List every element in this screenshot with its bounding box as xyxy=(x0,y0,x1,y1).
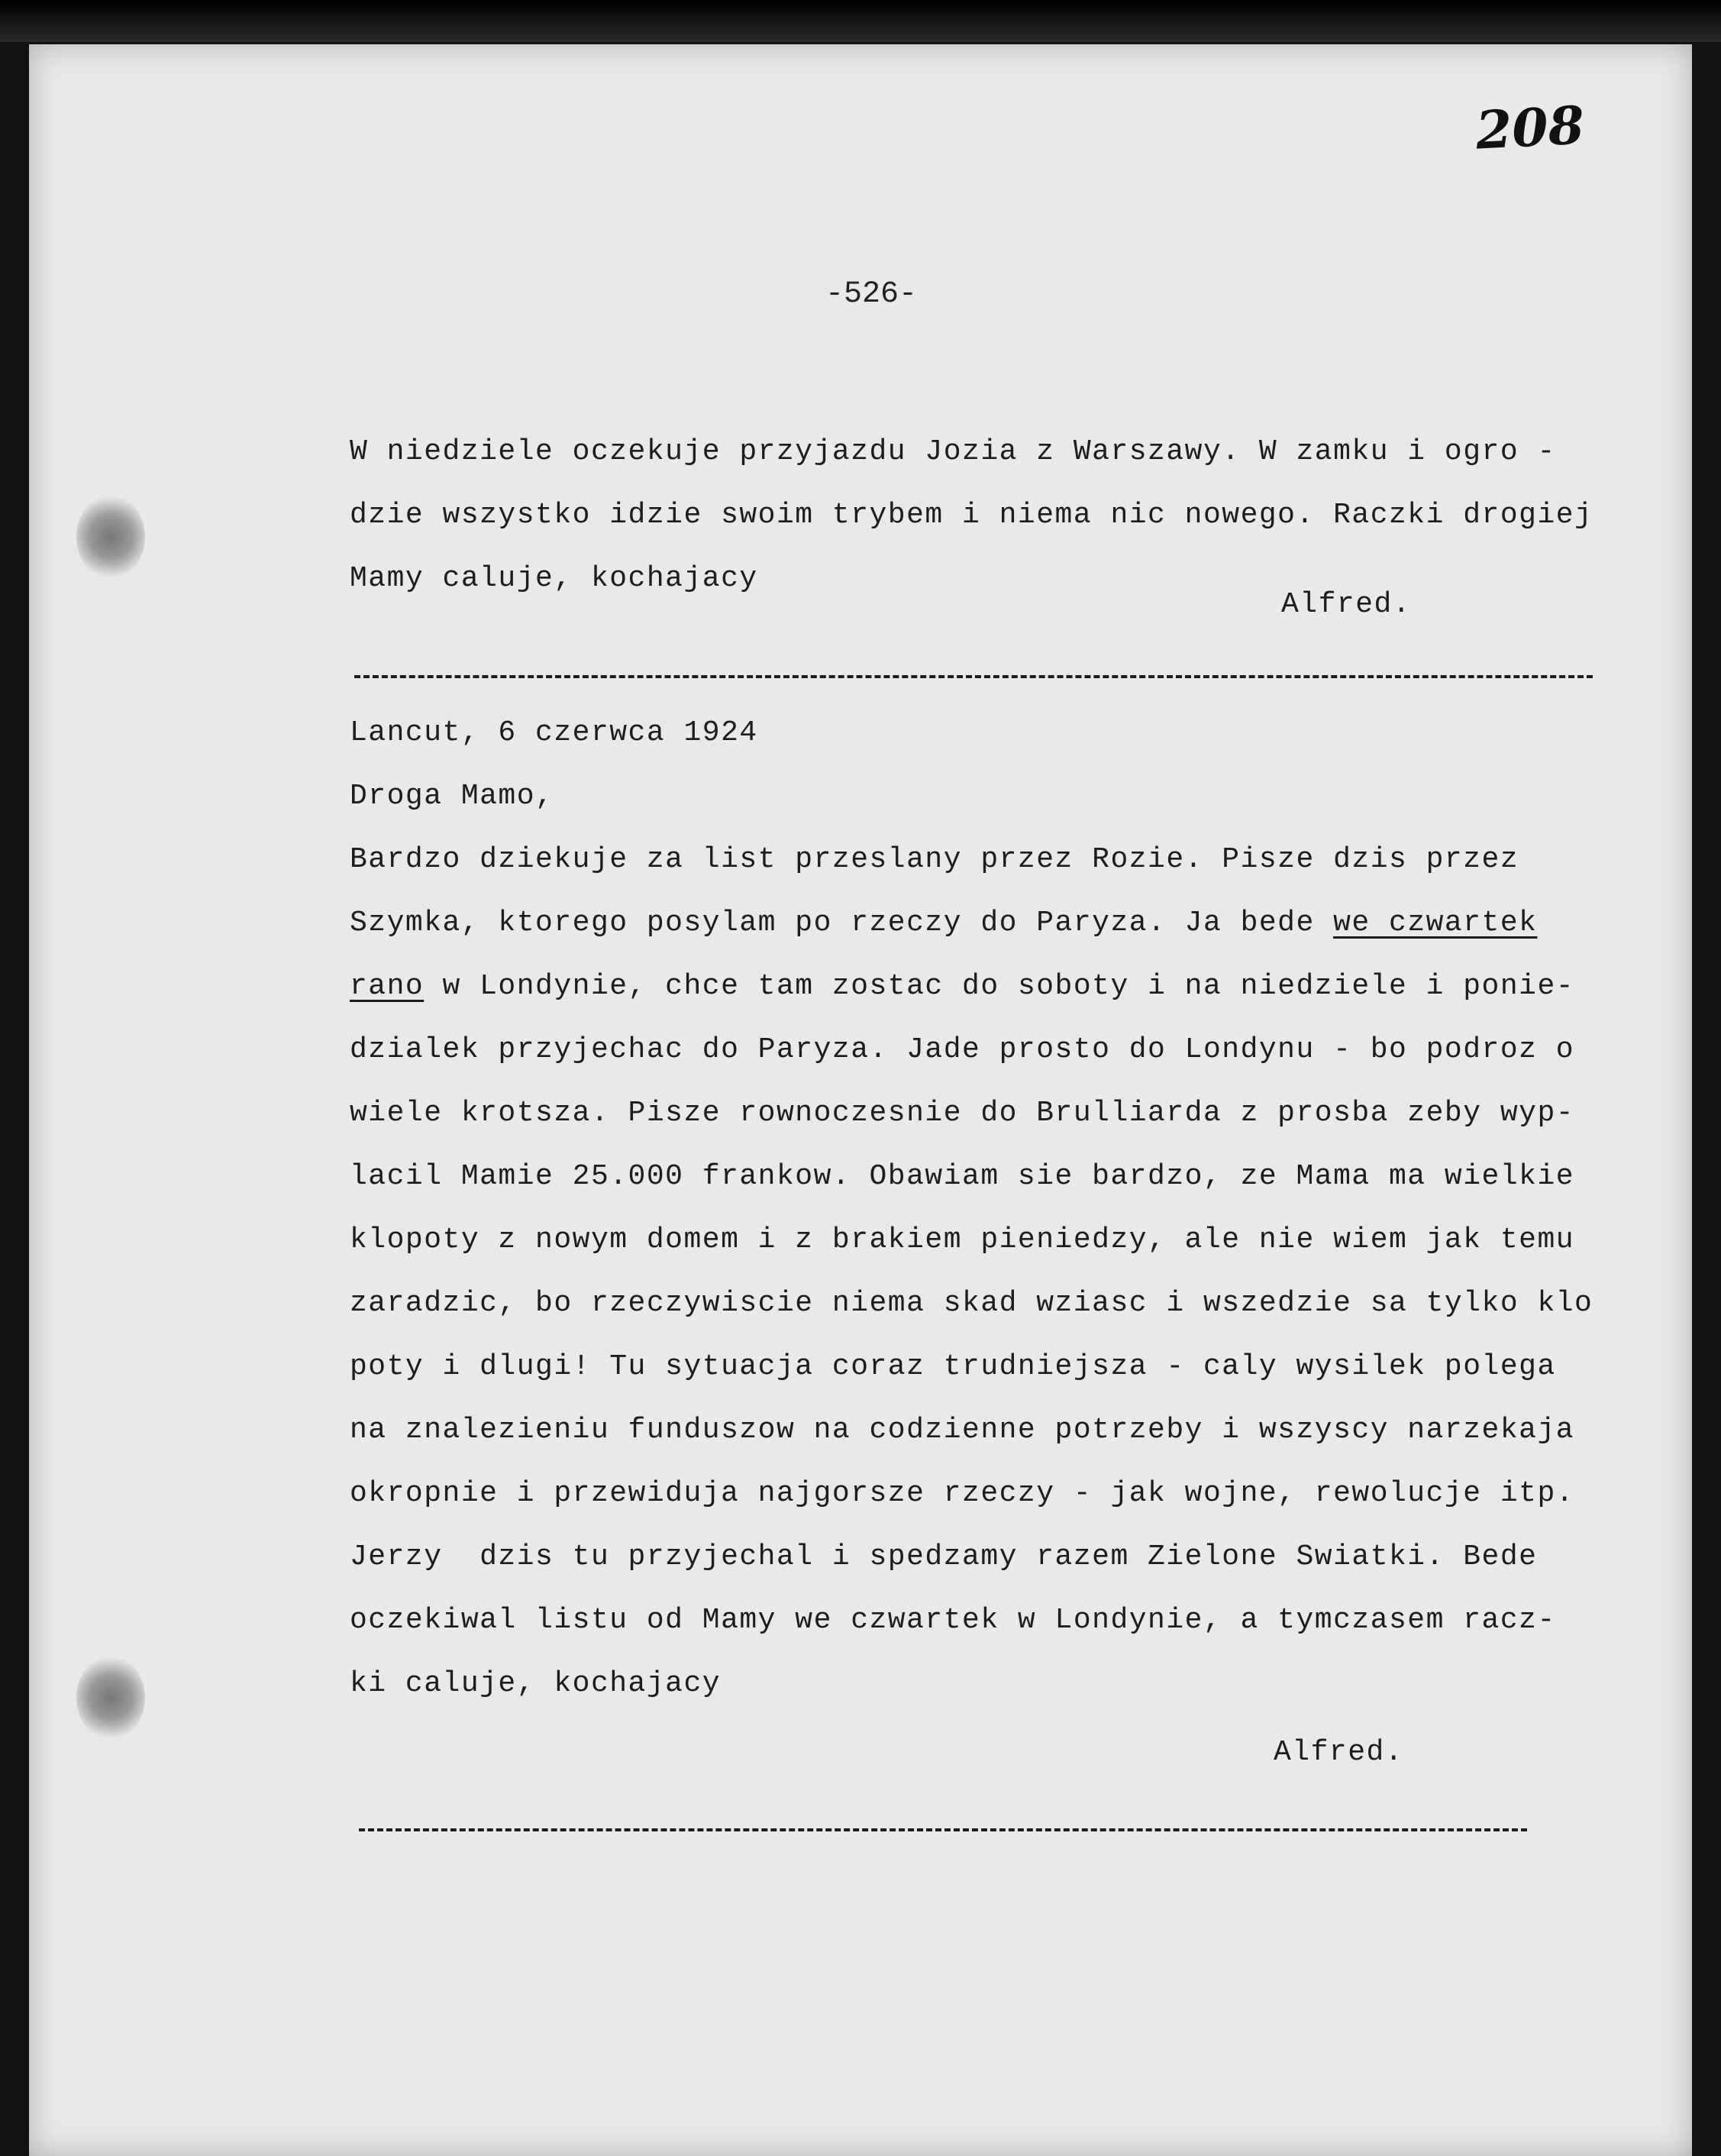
handwritten-folio-number: 208 xyxy=(1474,95,1586,162)
letter1-line: Mamy caluje, kochajacy xyxy=(350,562,758,595)
letter2-line: zaradzic, bo rzeczywiscie niema skad wziasc i wszedzie sa tylko klo xyxy=(350,1287,1593,1320)
separator-line xyxy=(359,1828,1527,1831)
typewritten-page xyxy=(29,44,1692,2156)
letter1-line: W niedziele oczekuje przyjazdu Jozia z Warszawy. W zamku i ogro - xyxy=(350,435,1556,468)
letter2-line: dzialek przyjechac do Paryza. Jade prosto do Londynu - bo podroz o xyxy=(350,1033,1575,1066)
letter2-line: Jerzy dzis tu przyjechal i spedzamy razem Zielone Swiatki. Bede xyxy=(350,1540,1538,1573)
letter2-line: poty i dlugi! Tu sytuacja coraz trudniejsza - caly wysilek polega xyxy=(350,1350,1556,1383)
letter1-line: dzie wszystko idzie swoim trybem i niema nic nowego. Raczki drogiej xyxy=(350,499,1593,532)
letter2-line: na znalezieniu funduszow na codzienne potrzeby i wszyscy narzekaja xyxy=(350,1414,1575,1446)
letter2-line: wiele krotsza. Pisze rownoczesnie do Brulliarda z prosba zeby wyp- xyxy=(350,1097,1575,1130)
page-number: -526- xyxy=(825,277,918,312)
letter2-line: lacil Mamie 25.000 frankow. Obawiam sie bardzo, ze Mama ma wielkie xyxy=(350,1160,1575,1193)
letter2-salutation: Droga Mamo, xyxy=(350,780,554,813)
underlined-phrase: we czwartek xyxy=(1333,907,1538,939)
separator-line xyxy=(354,675,1593,678)
letter2-signature: Alfred. xyxy=(1274,1736,1404,1769)
letter1-signature: Alfred. xyxy=(1281,588,1412,621)
punch-hole xyxy=(76,495,145,579)
film-frame-edge xyxy=(0,0,1721,42)
letter2-line-text: Szymka, ktorego posylam po rzeczy do Paryza. Ja bede xyxy=(350,907,1334,939)
underlined-phrase: rano xyxy=(350,970,425,1003)
letter2-date-line: Lancut, 6 czerwca 1924 xyxy=(350,716,758,749)
letter2-line: oczekiwal listu od Mamy we czwartek w Londynie, a tymczasem racz- xyxy=(350,1604,1556,1637)
letter2-line: ki caluje, kochajacy xyxy=(350,1667,722,1700)
letter2-line xyxy=(350,970,1574,1003)
letter2-line: klopoty z nowym domem i z brakiem pieniedzy, ale nie wiem jak temu xyxy=(350,1223,1575,1256)
letter2-line: okropnie i przewiduja najgorsze rzeczy - jak wojne, rewolucje itp. xyxy=(350,1477,1575,1510)
letter2-line xyxy=(350,907,1537,939)
punch-hole xyxy=(76,1656,145,1740)
letter2-line-text: w Londynie, chce tam zostac do soboty i na niedziele i ponie- xyxy=(424,970,1575,1003)
letter2-line: Bardzo dziekuje za list przeslany przez Rozie. Pisze dzis przez xyxy=(350,843,1519,876)
